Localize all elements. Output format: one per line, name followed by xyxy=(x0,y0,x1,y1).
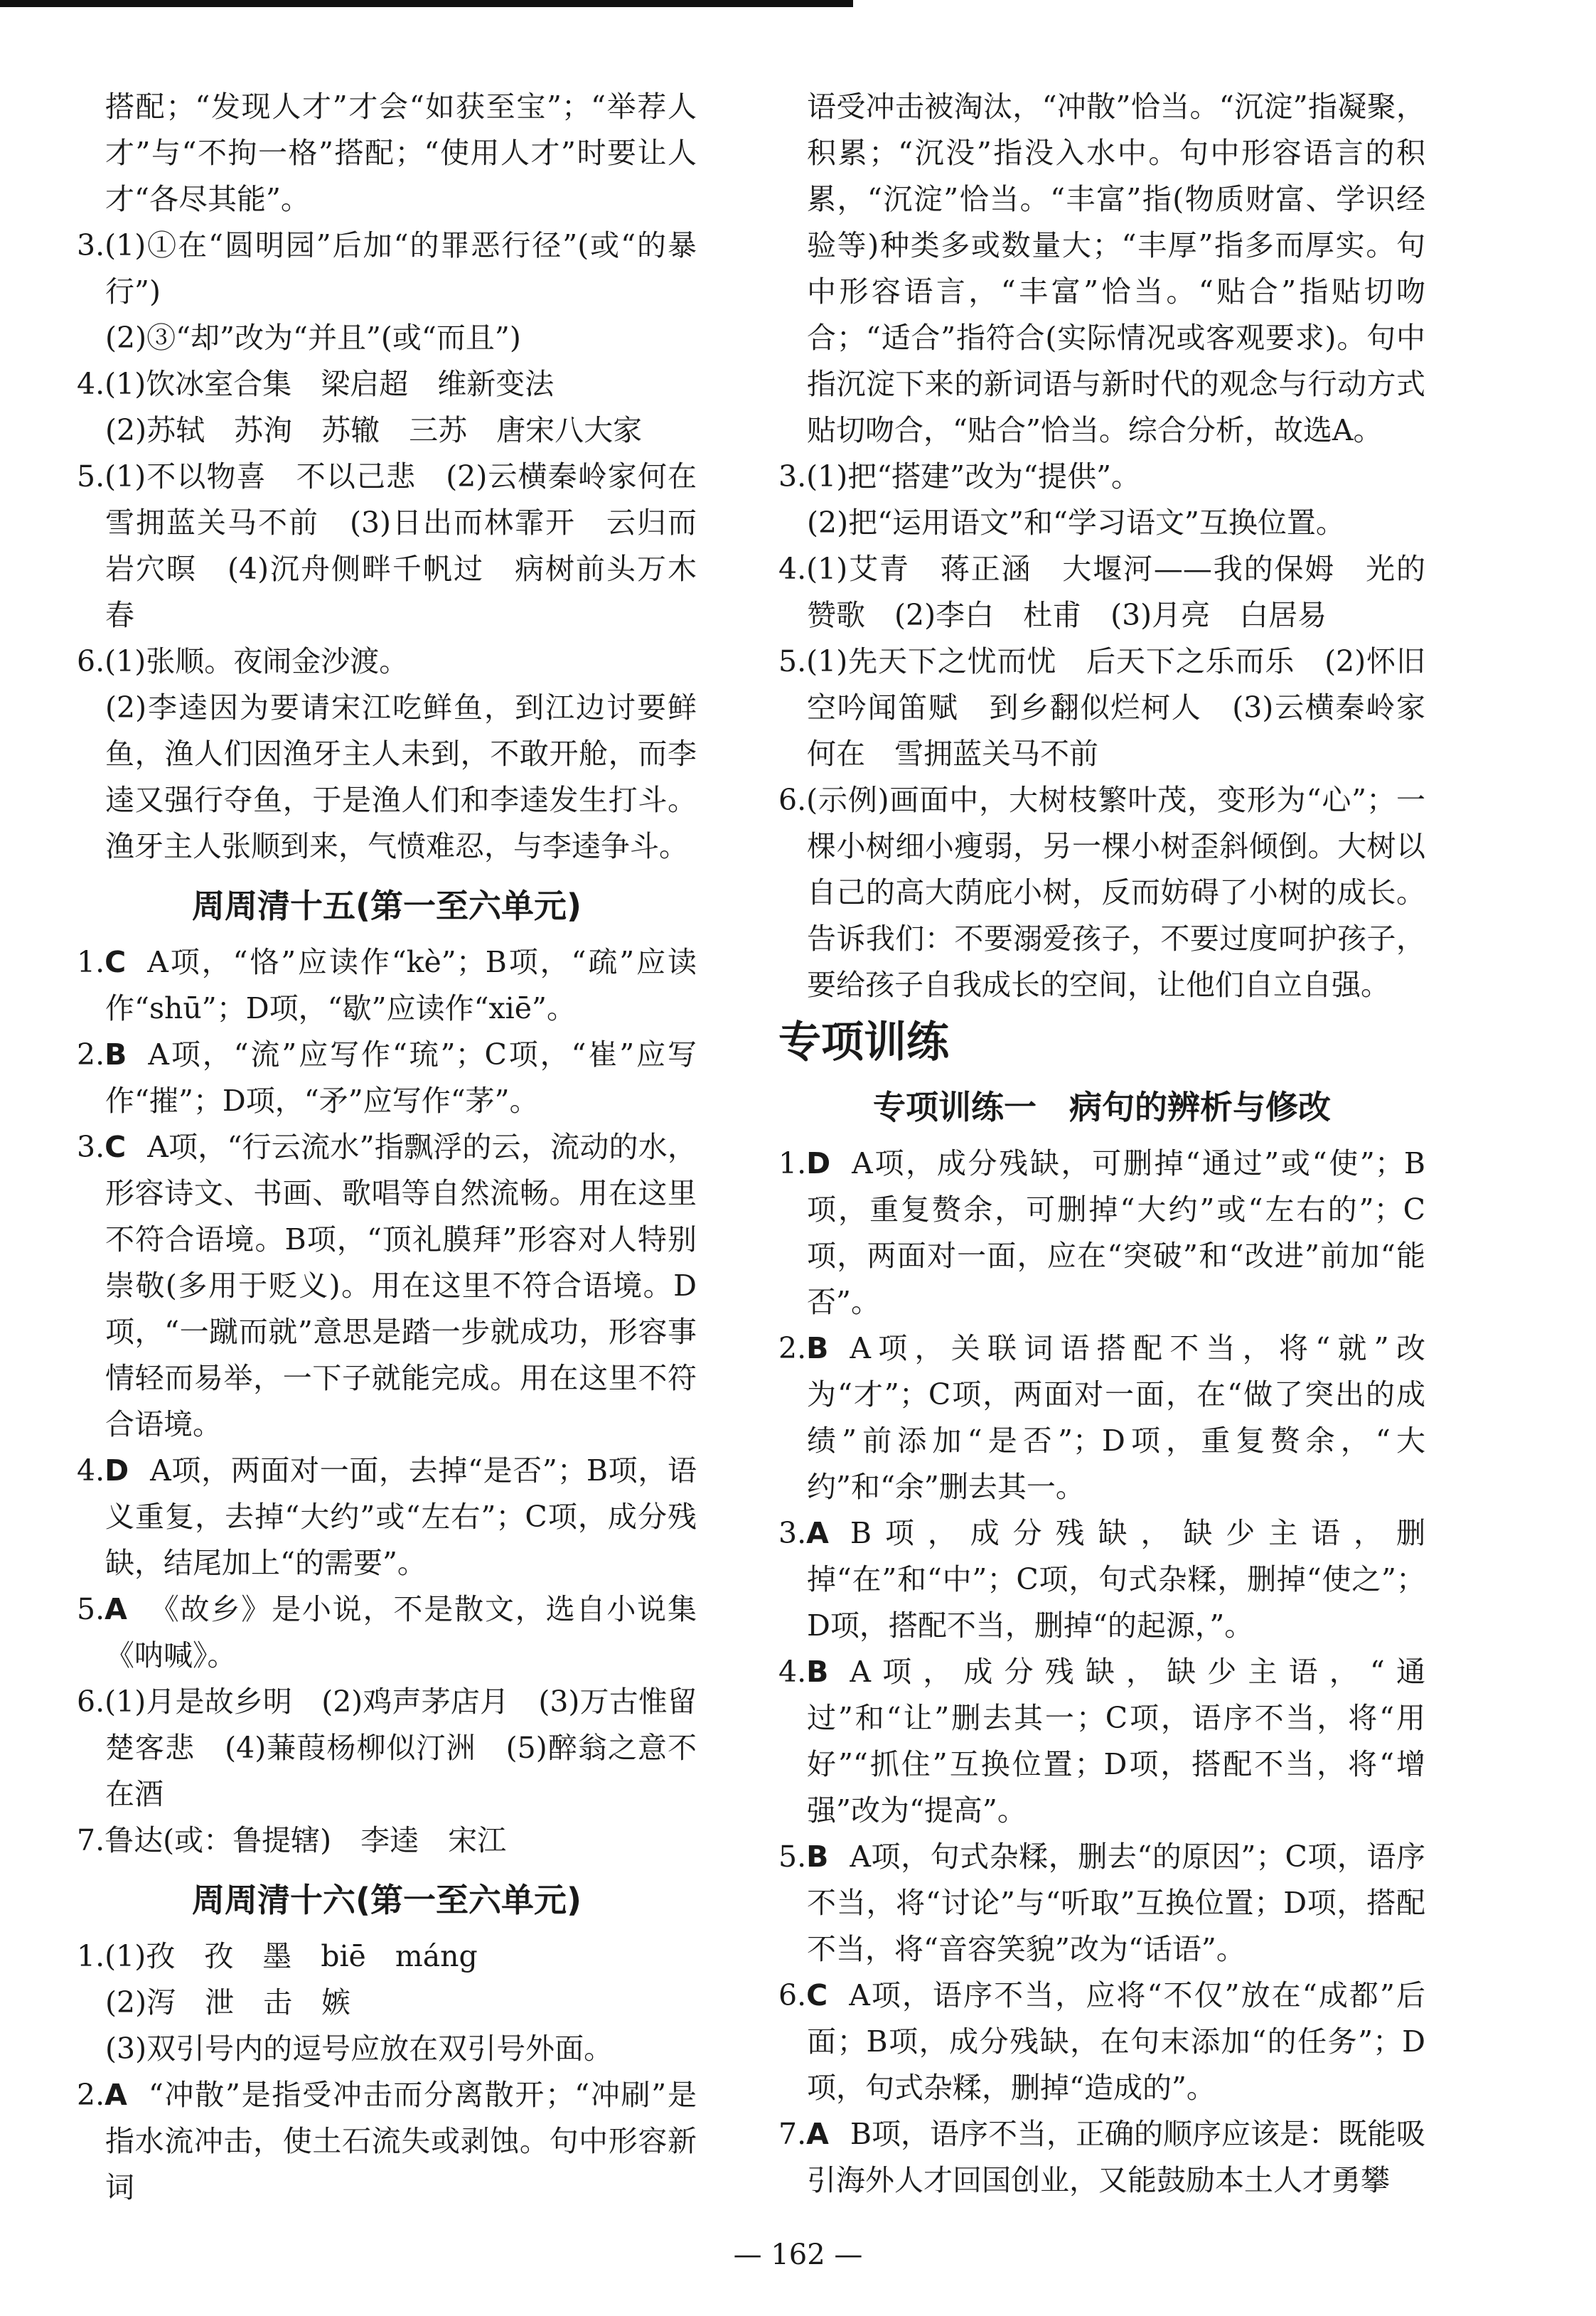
answer-number: 2. xyxy=(77,2078,105,2112)
section-heading: 周周清十五(第一至六单元) xyxy=(191,887,582,925)
answer-letter: B xyxy=(806,1331,829,1365)
answer-number: 6. xyxy=(778,1978,807,2012)
page-number: — 162 — xyxy=(733,2238,863,2271)
answer-letter: B xyxy=(806,1655,829,1689)
answer-item xyxy=(778,1325,1425,1510)
answer-item xyxy=(77,1032,697,1124)
answer-explanation: A项，句式杂糅，删去“的原因”；C项，语序不当，将“讨论”与“听取”互换位置；D项，搭配不当，将“音容笑貌”改为“话语”。 xyxy=(807,1840,1425,1966)
question-item: 4.(1)饮冰室合集 梁启超 维新变法 xyxy=(77,367,555,401)
right-column xyxy=(778,84,1425,2204)
section-heading: 专项训练一 病句的辨析与修改 xyxy=(873,1088,1331,1126)
answer-item xyxy=(778,1973,1425,2111)
question-item: 7.鲁达(或：鲁提辖) 李逵 宋江 xyxy=(77,1823,507,1857)
answer-letter: D xyxy=(806,1146,831,1180)
answer-letter: A xyxy=(105,1592,127,1626)
answer-letter: D xyxy=(105,1453,129,1488)
top-rule xyxy=(0,0,853,7)
answer-number: 4. xyxy=(778,1655,807,1689)
answer-explanation: A项，语序不当，应将“不仅”放在“成都”后面；B项，成分残缺，在句末添加“的任务”；D项，句式杂糅，删掉“造成的”。 xyxy=(807,1978,1425,2105)
answer-number: 1. xyxy=(77,945,105,979)
sub-answer: (2)苏轼 苏洵 苏辙 三苏 唐宋八大家 xyxy=(105,413,643,447)
continued-text: 语受冲击被淘汰，“冲散”恰当。“沉淀”指凝聚，积累；“沉没”指没入水中。句中形容语言的积累，“沉淀”恰当。“丰富”指(物质财富、学识经验等)种类多或数量大；“丰厚”指多而厚实。句中形容语言，“丰富”恰当。“贴合”指贴切吻合；“适合”指符合(实际情况或客观要求)。句中指沉淀下来的新词语与新时代的观念与行动方式贴切吻合，“贴合”恰当。综合分析，故选A。 xyxy=(807,90,1425,447)
sub-answer: (2)③“却”改为“并且”(或“而且”) xyxy=(105,321,521,355)
answer-letter: A xyxy=(806,2117,829,2151)
answer-letter: C xyxy=(806,1978,828,2012)
answer-number: 2. xyxy=(77,1037,105,1072)
answer-number: 7. xyxy=(778,2117,807,2151)
answer-explanation: B项，语序不当，正确的顺序应该是：既能吸引海外人才回国创业，又能鼓励本土人才勇攀 xyxy=(807,2117,1425,2197)
left-column xyxy=(77,84,726,2211)
answer-letter: A xyxy=(105,2078,127,2112)
answer-letter: B xyxy=(806,1840,829,1874)
question-item: 1.(1)孜 孜 墨 biē máng xyxy=(77,1939,478,1973)
answer-number: 4. xyxy=(77,1453,105,1488)
question-item: 3.(1)把“搭建”改为“提供”。 xyxy=(778,459,1141,493)
answer-letter: C xyxy=(105,1130,127,1164)
answer-letter: A xyxy=(806,1516,829,1550)
answer-item xyxy=(77,2072,697,2211)
answer-item xyxy=(778,2111,1425,2204)
answer-item xyxy=(778,1649,1425,1834)
answer-number: 5. xyxy=(77,1592,105,1626)
answer-number: 5. xyxy=(778,1840,807,1874)
answer-number: 1. xyxy=(778,1146,807,1180)
answer-number: 3. xyxy=(77,1130,105,1164)
answer-explanation: A项，成分残缺，缺少主语，“通过”和“让”删去其一；C项，语序不当，将“用好”“抓住”互换位置；D项，搭配不当，将“增强”改为“提高”。 xyxy=(807,1655,1425,1827)
answer-item xyxy=(778,1834,1425,1973)
answer-number: 3. xyxy=(778,1516,807,1550)
section-heading: 周周清十六(第一至六单元) xyxy=(191,1881,582,1919)
question-item: 3.(1)①在“圆明园”后加“的罪恶行径”(或“的暴行”) xyxy=(77,228,697,309)
answer-item xyxy=(77,1448,697,1586)
sub-answer: (2)把“运用语文”和“学习语文”互换位置。 xyxy=(807,506,1345,540)
sub-answer: (2)泻 泄 击 嫉 xyxy=(105,1985,351,2019)
question-item: 5.(1)先天下之忧而忧 后天下之乐而乐 (2)怀旧空吟闻笛赋 到乡翻似烂柯人 (3)云横秦岭家何在 雪拥蓝关马不前 xyxy=(778,644,1425,771)
answer-item xyxy=(77,939,697,1032)
question-item: 6.(1)张顺。夜闹金沙渡。 xyxy=(77,644,409,678)
answer-item xyxy=(778,1141,1425,1325)
answer-explanation: A项，“恪”应读作“kè”；B项，“疏”应读作“shū”；D项，“歇”应读作“xiē”。 xyxy=(105,945,697,1025)
answer-explanation: B项，成分残缺，缺少主语，删掉“在”和“中”；C项，句式杂糅，删掉“使之”；D项，搭配不当，删掉“的起源，”。 xyxy=(807,1516,1425,1643)
sub-answer: (3)双引号内的逗号应放在双引号外面。 xyxy=(105,2032,614,2066)
answer-explanation: A项，关联词语搭配不当，将“就”改为“才”；C项，两面对一面，在“做了突出的成绩”前添加“是否”；D项，重复赘余，“大约”和“余”删去其一。 xyxy=(807,1331,1425,1504)
answer-explanation: A项，成分残缺，可删掉“通过”或“使”；B项，重复赘余，可删掉“大约”或“左右的”；C项，两面对一面，应在“突破”和“改进”前加“能否”。 xyxy=(807,1146,1425,1319)
question-item: 6.(示例)画面中，大树枝繁叶茂，变形为“心”；一棵小树细小瘦弱，另一棵小树歪斜倾倒。大树以自己的高大荫庇小树，反而妨碍了小树的成长。告诉我们：不要溺爱孩子，不要过度呵护孩子，要给孩子自我成长的空间，让他们自立自强。 xyxy=(778,783,1425,1002)
answer-explanation: A项，“行云流水”指飘浮的云，流动的水，形容诗文、书画、歌唱等自然流畅。用在这里不符合语境。B项，“顶礼膜拜”形容对人特别崇敬(多用于贬义)。用在这里不符合语境。D项，“一蹴而就”意思是踏一步就成功，形容事情轻而易举，一下子就能完成。用在这里不符合语境。 xyxy=(105,1130,697,1441)
question-item: 6.(1)月是故乡明 (2)鸡声茅店月 (3)万古惟留楚客悲 (4)蒹葭杨柳似汀洲 (5)醉翁之意不在酒 xyxy=(77,1685,697,1811)
question-item: 4.(1)艾青 蒋正涵 大堰河——我的保姆 光的赞歌 (2)李白 杜甫 (3)月亮 白居易 xyxy=(778,552,1425,632)
answer-explanation: 《故乡》是小说，不是散文，选自小说集《呐喊》。 xyxy=(105,1592,697,1672)
answer-number: 2. xyxy=(778,1331,807,1365)
answer-letter: C xyxy=(105,945,127,979)
answer-explanation: “冲散”是指受冲击而分离散开；“冲刷”是指水流冲击，使土石流失或剥蚀。句中形容新词 xyxy=(105,2078,697,2204)
answer-explanation: A项，两面对一面，去掉“是否”；B项，语义重复，去掉“大约”或“左右”；C项，成分残缺，结尾加上“的需要”。 xyxy=(105,1453,697,1580)
answer-item xyxy=(77,1586,697,1679)
continued-text: 搭配；“发现人才”才会“如获至宝”；“举荐人才”与“不拘一格”搭配；“使用人才”时要让人才“各尽其能”。 xyxy=(105,90,697,216)
answer-item xyxy=(778,1510,1425,1649)
question-item: 5.(1)不以物喜 不以己悲 (2)云横秦岭家何在 雪拥蓝关马不前 (3)日出而林霏开 云归而岩穴暝 (4)沉舟侧畔千帆过 病树前头万木春 xyxy=(77,459,726,632)
sub-answer: (2)李逵因为要请宋江吃鲜鱼，到江边讨要鲜鱼，渔人们因渔牙主人未到，不敢开舱，而李逵又强行夺鱼，于是渔人们和李逵发生打斗。渔牙主人张顺到来，气愤难忍，与李逵争斗。 xyxy=(105,690,697,863)
answer-item xyxy=(77,1124,697,1448)
answer-letter: B xyxy=(105,1037,127,1072)
answer-explanation: A项，“流”应写作“琉”；C项，“崔”应写作“摧”；D项，“矛”应写作“茅”。 xyxy=(105,1037,697,1118)
chapter-heading: 专项训练 xyxy=(778,1018,949,1067)
